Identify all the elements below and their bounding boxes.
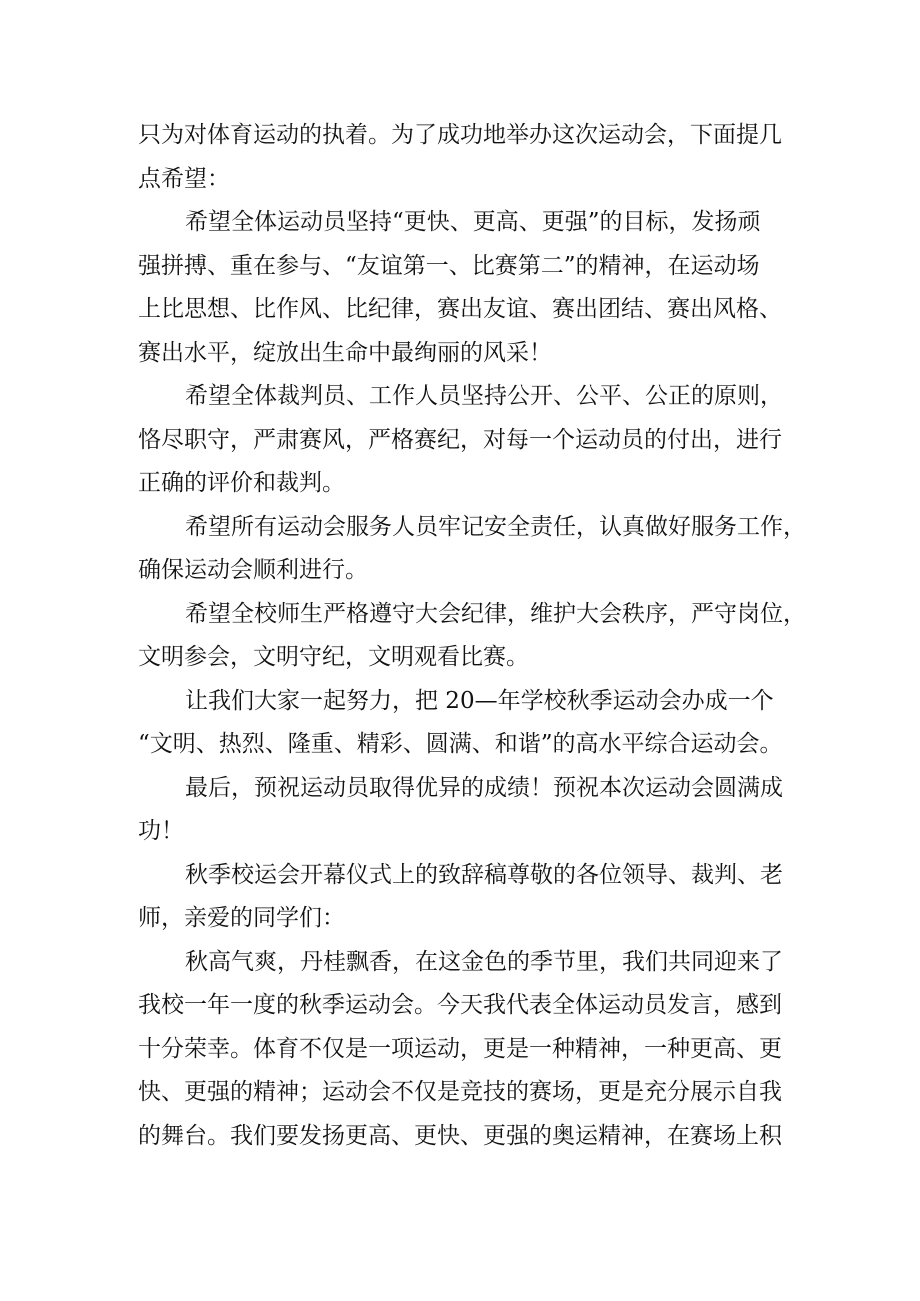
- text-line: 十分荣幸。体育不仅是一项运动，更是一种精神，一种更高、更: [138, 1035, 782, 1062]
- text-line: 秋高气爽，丹桂飘香，在这金色的季节里，我们共同迎来了: [185, 948, 783, 975]
- text-line: “文明、热烈、隆重、精彩、圆满、和谐”的高水平综合运动会。: [138, 731, 783, 757]
- document-body: [138, 114, 808, 1158]
- text-line: 只为对体育运动的执着。为了成功地举办这次运动会，下面提几: [138, 122, 782, 148]
- text-line: 希望全体运动员坚持“更快、更高、更强”的目标，发扬顽: [185, 209, 761, 235]
- text-line: 赛出水平，绽放出生命中最绚丽的风采！: [138, 339, 552, 366]
- text-line: 功！: [138, 818, 184, 844]
- text-line: 上比思想、比作风、比纪律，赛出友谊、赛出团结、赛出风格、: [138, 296, 782, 322]
- text-line: 希望全体裁判员、工作人员坚持公开、公平、公正的原则，: [185, 383, 783, 409]
- text-line: 希望所有运动会服务人员牢记安全责任，认真做好服务工作，: [185, 513, 806, 540]
- text-line: 确保运动会顺利进行。: [138, 557, 368, 583]
- text-line: 恪尽职守，严肃赛风，严格赛纪，对每一个运动员的付出，进行: [138, 426, 782, 453]
- text-line: 快、更强的精神；运动会不仅是竞技的赛场，更是充分展示自我: [138, 1079, 782, 1105]
- text-line: 最后，预祝运动员取得优异的成绩！预祝本次运动会圆满成: [185, 774, 783, 801]
- text-line: 文明参会，文明守纪，文明观看比赛。: [138, 644, 529, 670]
- text-line: 的舞台。我们要发扬更高、更快、更强的奥运精神，在赛场上积: [138, 1122, 782, 1149]
- text-line: 师，亲爱的同学们：: [138, 905, 345, 931]
- text-line: 让我们大家一起努力，把 20—年学校秋季运动会办成一个: [185, 687, 774, 714]
- text-line: 正确的评价和裁判。: [138, 470, 345, 496]
- text-line: 强拼搏、重在参与、“友谊第一、比赛第二”的精神，在运动场: [138, 252, 760, 279]
- text-line: 秋季校运会开幕仪式上的致辞稿尊敬的各位领导、裁判、老: [185, 861, 783, 888]
- text-line: 我校一年一度的秋季运动会。今天我代表全体运动员发言，感到: [138, 992, 782, 1018]
- text-line: 希望全校师生严格遵守大会纪律，维护大会秩序，严守岗位，: [185, 600, 806, 627]
- text-line: 点希望：: [138, 165, 230, 192]
